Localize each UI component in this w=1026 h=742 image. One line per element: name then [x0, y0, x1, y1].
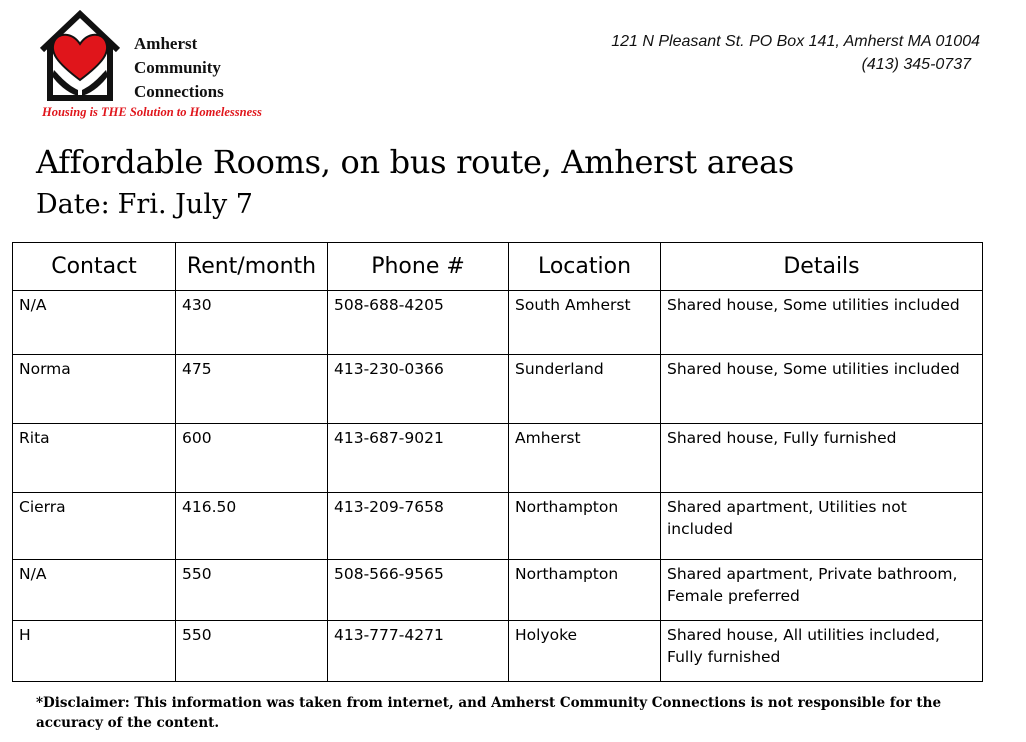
cell-details: Shared house, Some utilities included [661, 355, 983, 424]
table-header-row [13, 243, 983, 291]
cell-details: Shared house, Fully furnished [661, 424, 983, 493]
cell-details: Shared house, Some utilities included [661, 291, 983, 355]
cell-details: Shared house, All utilities included, Fully furnished [661, 621, 983, 682]
disclaimer-text: *Disclaimer: This information was taken from internet, and Amherst Community Connections is not responsible for the accuracy of the content. [36, 695, 942, 731]
cell-rent: 430 [176, 291, 328, 355]
cell-details: Shared apartment, Utilities not included [661, 493, 983, 560]
table-row [13, 424, 983, 493]
column-header-contact: Contact [13, 243, 176, 291]
cell-phone: 413-230-0366 [328, 355, 509, 424]
table-row [13, 560, 983, 621]
org-name-line: Community [134, 58, 221, 77]
cell-details: Shared apartment, Private bathroom, Female preferred [661, 560, 983, 621]
cell-phone: 508-688-4205 [328, 291, 509, 355]
cell-location: South Amherst [509, 291, 661, 355]
org-name [134, 32, 224, 104]
house-heart-hands-icon [36, 10, 124, 102]
cell-contact: Rita [13, 424, 176, 493]
cell-location: Northampton [509, 493, 661, 560]
cell-contact: N/A [13, 560, 176, 621]
cell-phone: 413-777-4271 [328, 621, 509, 682]
column-header-location: Location [509, 243, 661, 291]
date-value: Fri. July 7 [117, 189, 253, 220]
cell-contact: Norma [13, 355, 176, 424]
column-header-phone: Phone # [328, 243, 509, 291]
cell-contact: N/A [13, 291, 176, 355]
listings-table [12, 242, 983, 682]
page-title: Affordable Rooms, on bus route, Amherst areas [36, 143, 795, 181]
cell-phone: 508-566-9565 [328, 560, 509, 621]
org-name-line: Amherst [134, 34, 198, 53]
org-logo [30, 8, 302, 126]
street-address: 121 N Pleasant St. PO Box 141, Amherst MA 01004 [611, 33, 980, 50]
cell-contact: Cierra [13, 493, 176, 560]
cell-contact: H [13, 621, 176, 682]
table-row [13, 355, 983, 424]
cell-location: Sunderland [509, 355, 661, 424]
org-tagline: Housing is THE Solution to Homelessness [42, 105, 262, 119]
cell-rent: 550 [176, 621, 328, 682]
cell-phone: 413-209-7658 [328, 493, 509, 560]
cell-phone: 413-687-9021 [328, 424, 509, 493]
cell-rent: 600 [176, 424, 328, 493]
cell-location: Northampton [509, 560, 661, 621]
listing-date [36, 187, 253, 223]
org-phone: (413) 345-0737 [861, 56, 971, 73]
table-row [13, 291, 983, 355]
org-name-line: Connections [134, 82, 224, 101]
cell-rent: 416.50 [176, 493, 328, 560]
cell-location: Amherst [509, 424, 661, 493]
date-label: Date: [36, 189, 110, 220]
cell-rent: 475 [176, 355, 328, 424]
cell-location: Holyoke [509, 621, 661, 682]
table-row [13, 621, 983, 682]
cell-rent: 550 [176, 560, 328, 621]
column-header-rent: Rent/month [176, 243, 328, 291]
org-address [611, 30, 980, 76]
table-row [13, 493, 983, 560]
column-header-details: Details [661, 243, 983, 291]
